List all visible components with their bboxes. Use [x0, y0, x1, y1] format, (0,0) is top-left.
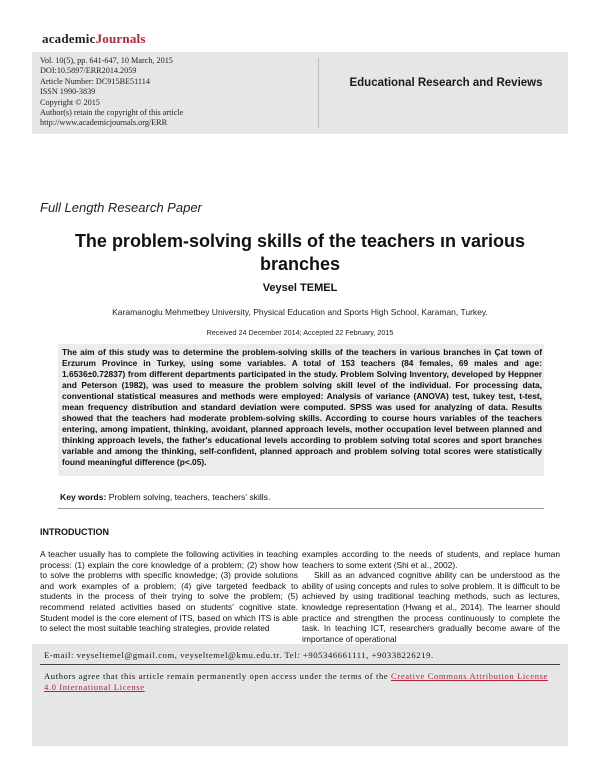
publisher-logo	[42, 31, 146, 47]
meta-copyright: Copyright © 2015	[40, 97, 100, 107]
journal-name: Educational Research and Reviews	[349, 77, 543, 89]
body-column-left	[40, 549, 298, 634]
logo-part-journals: Journals	[95, 31, 146, 46]
abstract-text: The aim of this study was to determine the problem-solving skills of the teachers in various branches in Çat town of Erzurum Province in Turkey, using some variables. A total of 153 teachers (84 females, 69 males and age: 1.6536±0.72837) from different departments participated in the study. Problem Solving Inventory, developed by Heppner and Peterson (1982), was used to measure the problem solving skill level of the individual. For processing data, conventional statistical measures and methods were employed: Analysis of variance (ANOVA) test, tukey test, t-test, mean frequency distribution and standard deviation were computed. SPSS was used for analyzing of data. Results showed that the teachers had moderate problem-solving skills. According to course hours variables of the teachers entering, among impatient, thinking, avoidant, planned approach levels, mother occupation level between planned and thinking approach levels, the father's educational levels according to problem solving total scores and sport branches variable and among the thinking, self-confident, planned approach and problem solving total scores were statistically found meaningful difference (p<.05).	[62, 347, 542, 467]
meta-rights: Author(s) retain the copyright of this article	[40, 108, 184, 118]
intro-paragraph-1: A teacher usually has to complete the following activities in teaching process: (1) explain the core knowledge of a problem; (2) show how to solve the problems with specific knowledge; (3) provide solutions and work examples of a problem; (4) give targeted feedback to students in the process of their trying to solve the problem; (5) recommend related activities based on students' cognitive state. Student model is the core element of ITS, based on which ITS is able to select the most suitable teaching strategies, provide related	[40, 549, 298, 634]
meta-divider	[318, 58, 319, 128]
author-affiliation: Karamanoglu Mehmetbey University, Physical Education and Sports High School, Karaman, Turkey.	[112, 307, 488, 317]
keywords-list: Problem solving, teachers, teachers' skills.	[106, 492, 271, 502]
meta-url[interactable]: http://www.academicjournals.org/ERR	[40, 118, 168, 128]
license-text: Authors agree that this article remain permanently open access under the terms of the	[44, 671, 392, 681]
introduction-heading: INTRODUCTION	[40, 527, 109, 537]
intro-paragraph-1-continued: examples according to the needs of students, and replace human teachers to some extent (Shi et al., 2002).	[302, 549, 560, 570]
license-link[interactable]: Creative Commons Attribution License 4.0 International License	[44, 671, 548, 692]
body-column-right	[302, 549, 560, 644]
keywords	[60, 492, 540, 502]
author-name: Veysel TEMEL	[262, 282, 338, 294]
meta-volume: Vol. 10(5), pp. 641-647, 10 March, 2015	[40, 56, 173, 65]
meta-article-number: Article Number: DC915BE51114	[40, 76, 150, 86]
article-title: The problem-solving skills of the teachers ın various branches	[74, 231, 526, 274]
received-dates: Received 24 December 2014; Accepted 22 February, 2015	[206, 328, 394, 337]
keywords-label: Key words:	[60, 492, 107, 502]
keywords-divider	[58, 508, 544, 509]
corresponding-email: E-mail: veyseltemel@gmail.com, veyseltemel@kmu.edu.tr. Tel: +905346661111, +90338226219.	[44, 650, 434, 660]
intro-paragraph-2: Skill as an advanced cognitive ability can be understood as the ability of using concepts and rules to solve problem. It is difficult to be achieved by using traditional teaching methods, such as lectures, knowledge representation (Hwang et al., 2014). The learner should practice and strengthen the process continuously to complete the task. In teaching ICT, researchers gradually become aware of the importance of operational	[302, 570, 560, 644]
meta-doi: DOI:10.5897/ERR2014.2059	[40, 66, 137, 76]
article-meta	[40, 56, 310, 129]
meta-issn: ISSN 1990-3839	[40, 87, 96, 97]
license-notice	[44, 671, 560, 693]
logo-part-academic: academic	[42, 31, 96, 46]
paper-type: Full Length Research Paper	[40, 200, 202, 215]
footer-divider	[40, 664, 560, 665]
